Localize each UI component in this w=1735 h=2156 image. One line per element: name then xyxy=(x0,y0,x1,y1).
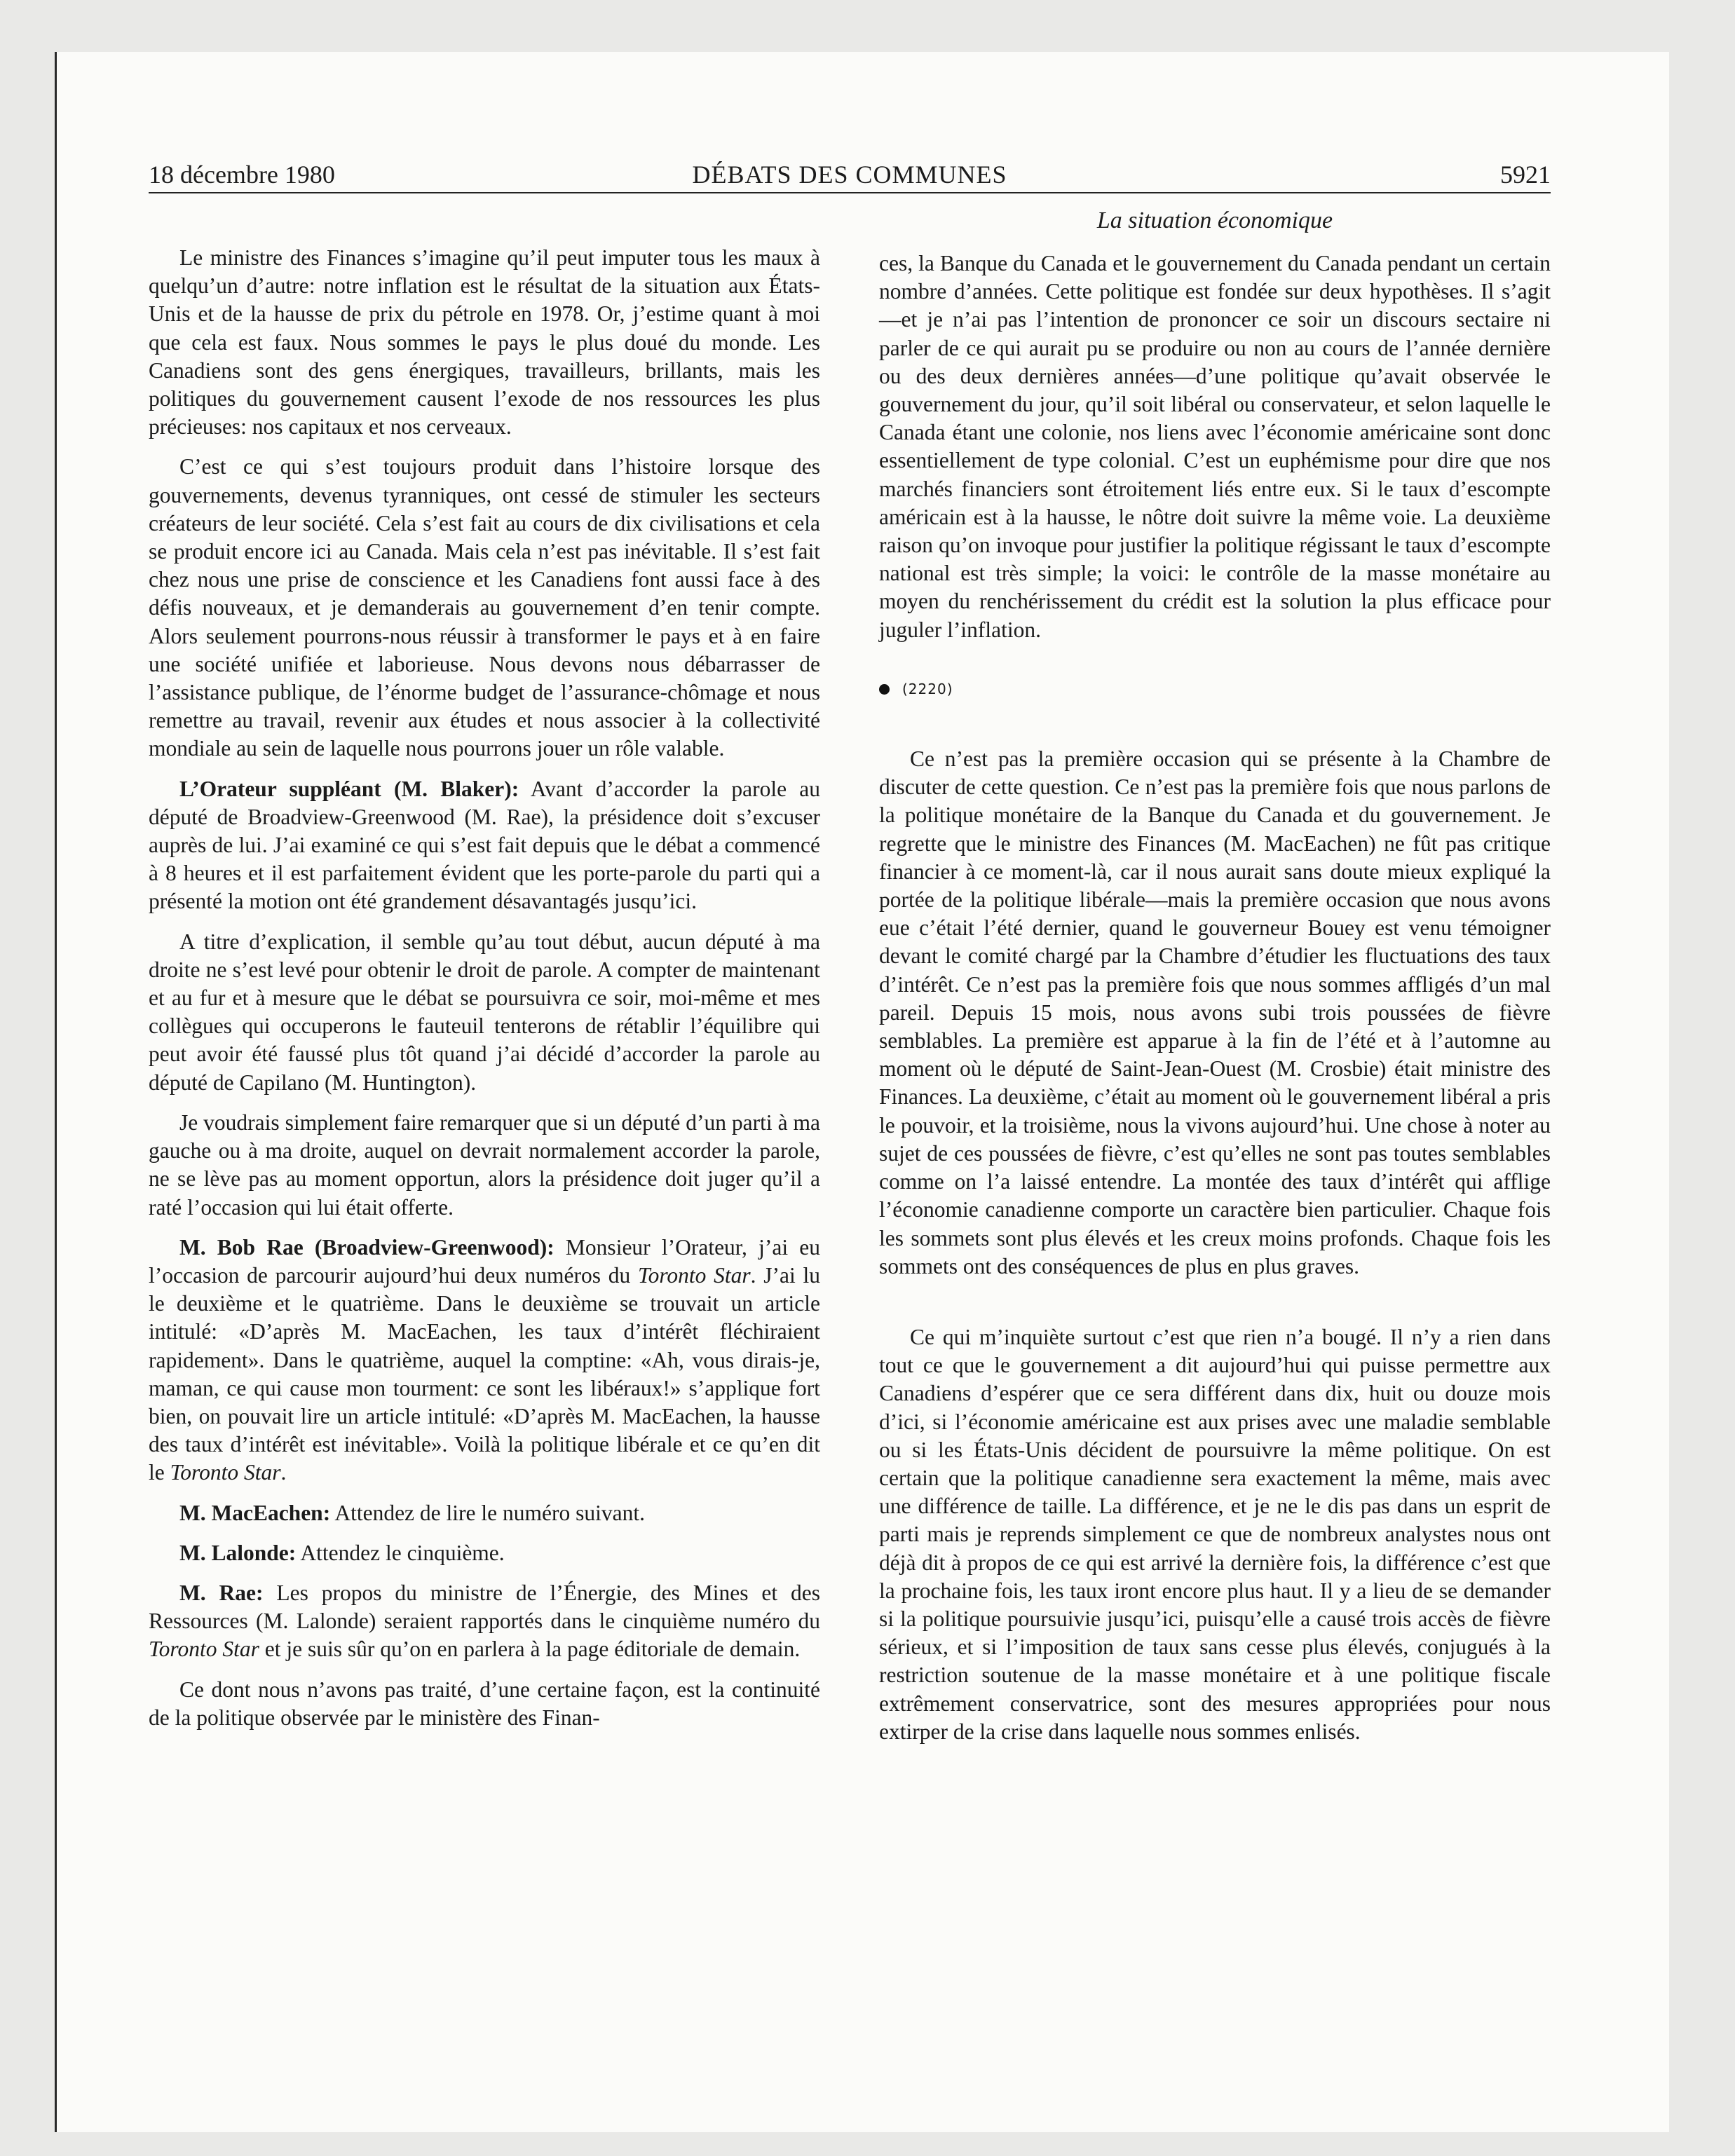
speech-text: Monsieur l’Orateur, j’ai eu l’occasion de parcourir aujourd’hui deux numéros du xyxy=(149,1234,820,1288)
speech-text: . J’ai lu le deuxième et le quatrième. Dans le deuxième se trouvait un article intitulé: «D’après M. MacEachen, les taux d’intérêt fléchiraient rapidement». Dans le quatrième, auquel la comptine: «Ah, vous dirais-je, maman, ce qui cause mon tourment: ce sont les libéraux!» s’applique fort bien, on pouvait lire un article intitulé: «D’après M. MacEachen, la hausse des taux d’intérêt est inévitable». Voilà la politique libérale et ce qu’en dit le xyxy=(149,1262,821,1485)
paragraph xyxy=(149,1539,820,1567)
paragraph: Ce qui m’inquiète surtout c’est que rien n’a bougé. Il n’y a rien dans tout ce que le gouvernement a dit aujourd’hui qui puisse permettre aux Canadiens d’espérer que ce sera différent dans dix, huit ou douze mois d’ici, si l’économie américaine est aux prises avec une maladie semblable ou si les États-Unis décident de poursuivre la même politique. On est certain que la politique canadienne sera exactement la même, mais avec une différence de taille. La différence, et je ne le dis pas dans un esprit de parti mais je reprends simplement ce que de nombreux analystes nous ont déjà dit à propos de ce qui est arrivé la dernière fois, la différence c’est que la prochaine fois, les taux iront encore plus haut. Il y a lieu de se demander si la politique poursuivie jusqu’ici, puisqu’elle a causé trois accès de fièvre sérieux, et si l’imposition de taux sans cesse plus élevés, conjugués à la restriction soutenue de la masse monétaire et à une politique fiscale extrêmement conservatrice, sont des mesures appropriées pour nous extirper de la crise dans laquelle nous sommes enlisés. xyxy=(879,1324,1551,1744)
speech-text: et je suis sûr qu’on en parlera à la page éditoriale de demain. xyxy=(259,1637,801,1662)
paragraph xyxy=(149,775,820,916)
paragraph xyxy=(149,1579,820,1664)
time-marker xyxy=(879,675,1551,703)
speaker-name: M. Rae: xyxy=(179,1580,264,1605)
paragraph: Ce n’est pas la première occasion qui se présente à la Chambre de discuter de cette question. Ce n’est pas la première fois que nous parlons de la politique monétaire de la Banque du Canada et du gouvernement. Je regrette que le ministre des Finances (M. MacEachen) ne fût pas critique financier à ce moment-là, car il nous aurait sans doute mieux expliqué la portée de la politique libérale—mais la première occasion que nous avons eue c’était l’été dernier, quand le gouverneur Bouey est venu témoigner devant le comité chargé par la Chambre d’étudier les fluctuations des taux d’intérêt. Ce n’est pas la première fois que nous sommes affligés d’un mal pareil. Depuis 15 mois, nous avons subi trois poussées de fièvre semblables. La première est apparue à la fin de l’été et à l’automne au moment où le député de Saint-Jean-Ouest (M. Crosbie) était ministre des Finances. La deuxième, c’était au moment où le gouvernement libéral a pris le pouvoir, et la troisième, nous la vivons aujourd’hui. Une chose à noter au sujet de ces poussées de fièvre, c’est qu’elles ne sont pas toutes semblables comme on l’a laissé entendre. La montée des taux d’intérêt qui afflige l’économie canadienne comporte un caractère bien particulier. Chaque fois les sommets sont plus élevés et les creux moins profonds. Chaque fois les sommets ont des conséquences de plus en plus graves. xyxy=(879,746,1551,1278)
bullet-dot-icon xyxy=(879,684,890,695)
speech-text: . xyxy=(280,1460,287,1485)
speaker-name: M. MacEachen: xyxy=(179,1500,331,1525)
header-title: DÉBATS DES COMMUNES xyxy=(692,161,1007,189)
paragraph: Le ministre des Finances s’imagine qu’il peut imputer tous les maux à quelqu’un d’autre: notre inflation est le résultat de la situation aux États-Unis et de la hausse de prix du pétrole en 1978. Or, j’estime quant à moi que cela est faux. Nous sommes le pays le plus doué du monde. Les Canadiens sont des gens énergiques, travailleurs, brillants, mais les politiques du gouvernement causent l’exode de nos ressources les plus précieuses: nos capitaux et nos cerveaux. xyxy=(149,245,820,439)
header-date: 18 décembre 1980 xyxy=(149,161,335,189)
page-number: 5921 xyxy=(1500,161,1551,189)
left-column xyxy=(149,244,820,1744)
paragraph xyxy=(149,1499,820,1527)
paragraph: C’est ce qui s’est toujours produit dans l’histoire lorsque des gouvernements, devenus tyranniques, ont cessé de stimuler les secteurs créateurs de leur société. Cela s’est fait au cours de dix civilisations et cela se produit encore ici au Canada. Mais cela n’est pas inévitable. Il s’est fait chez nous une prise de conscience et les Canadiens font aussi face à des défis nouveaux, et je demanderais au gouvernement d’en tenir compte. Alors seulement pourrons-nous réussir à transformer le pays et à en faire une société unifiée et laborieuse. Nous devons nous débarrasser de l’assistance publique, de l’énorme budget de l’assurance-chômage et nous remettre au travail, revenir aux études et nous associer à la collectivité mondiale au sein de laquelle nous pourrons jouer un rôle valable. xyxy=(149,454,820,761)
paragraph: A titre d’explication, il semble qu’au tout début, aucun député à ma droite ne s’est levé pour obtenir le droit de parole. A compter de maintenant et au fur et à mesure que le débat se poursuivra ce soir, moi-même et mes collègues qui occuperons le fauteuil tenterons de rétablir l’équilibre qui peut avoir été faussé plus tôt quand j’ai décidé d’accorder la parole au député de Capilano (M. Huntington). xyxy=(149,929,820,1095)
publication-title: Toronto Star xyxy=(637,1262,751,1288)
speaker-name: M. Bob Rae (Broadview-Greenwood): xyxy=(179,1234,554,1260)
right-column xyxy=(879,250,1551,1758)
paragraph: ces, la Banque du Canada et le gouvernement du Canada pendant un certain nombre d’années. Cette politique est fondée sur deux hypothèses. Il s’agit—et je n’ai pas l’intention de prononcer ce soir un discours sectaire ni parler de ce qui aurait pu se produire ou non au cours de l’année dernière ou des deux dernières années—d’une politique qu’avait observée le gouvernement du jour, qu’il soit libéral ou conservateur, et selon laquelle le Canada étant une colonie, nos liens avec l’économie américaine sont donc essentiellement de type colonial. C’est un euphémisme pour dire que nos marchés financiers sont étroitement liés entre eux. Si le taux d’escompte américain est à la hausse, le nôtre doit suivre la même voie. La deuxième raison qu’on invoque pour justifier la politique régissant le taux d’escompte national est très simple; la voici: le contrôle de la masse monétaire au moyen du renchérissement du crédit est la solution la plus efficace pour juguler l’inflation. xyxy=(879,251,1551,642)
paragraph: Je voudrais simplement faire remarquer que si un député d’un parti à ma gauche ou à ma droite, auquel on devrait normalement accorder la parole, ne se lève pas au moment opportun, alors la présidence doit juger qu’il a raté l’occasion qui lui était offerte. xyxy=(149,1110,820,1220)
speech-text: Attendez le cinquième. xyxy=(296,1540,505,1565)
publication-title: Toronto Star xyxy=(170,1460,281,1485)
speech-text: Avant d’accorder la parole au député de Broadview-Greenwood (M. Rae), la présidence doit s’excuser auprès de lui. J’ai examiné ce qui s’est fait depuis que le débat a commencé à 8 heures et il est parfaitement évident que les porte-parole du parti qui a présenté la motion ont été grandement désavantagés jusqu’ici. xyxy=(149,776,821,914)
speaker-name: L’Orateur suppléant (M. Blaker): xyxy=(179,776,519,801)
time-marker-text: (2220) xyxy=(902,680,953,697)
speech-text: Attendez de lire le numéro suivant. xyxy=(330,1500,645,1525)
page-header xyxy=(149,158,1551,193)
section-subheading: La situation économique xyxy=(1096,207,1333,233)
speaker-name: M. Lalonde: xyxy=(179,1540,297,1565)
paragraph xyxy=(149,1234,820,1487)
paragraph: Ce dont nous n’avons pas traité, d’une certaine façon, est la continuité de la politique observée par le ministère des Finan- xyxy=(149,1677,820,1730)
publication-title: Toronto Star xyxy=(149,1637,259,1662)
speech-text: Les propos du ministre de l’Énergie, des Mines et des Ressources (M. Lalonde) seraient rapportés dans le cinquième numéro du xyxy=(149,1580,820,1634)
